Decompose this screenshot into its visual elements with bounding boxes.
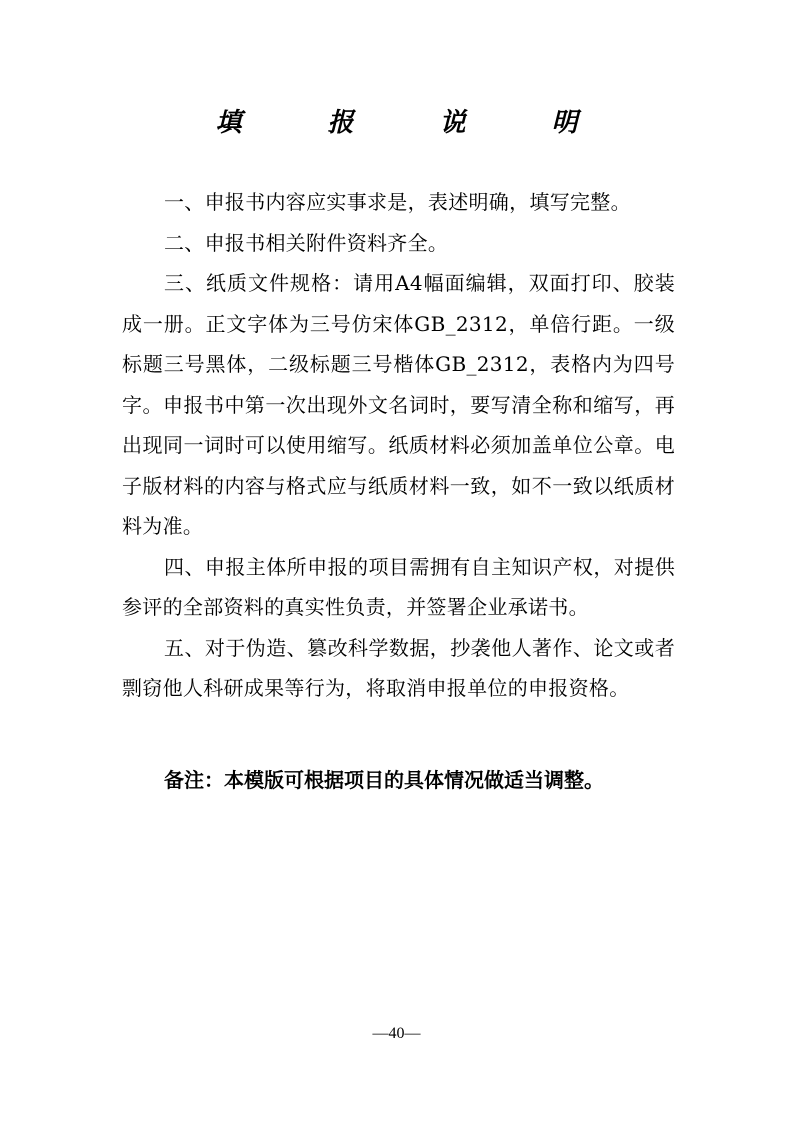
remark-note: 备注：本模版可根据项目的具体情况做适当调整。 [164,768,604,792]
instruction-paragraph-1: 一、申报书内容应实事求是，表述明确，填写完整。 [164,190,631,214]
instruction-paragraph-2: 二、申报书相关附件资料齐全。 [164,230,449,255]
page-title: 填 报 说 明 [215,108,608,138]
instruction-paragraph-3: 三、纸质文件规格：请用A4幅面编辑，双面打印、胶装成一册。正文字体为三号仿宋体GB_2312，单倍行距。一级标题三号黑体，二级标题三号楷体GB_2312，表格内为四号字。申报书中第一次出现外文名词时，要写清全称和缩写，再出现同一词时可以使用缩写。纸质材料必须加盖单位公章。电子版材料的内容与格式应与纸质材料一致，如不一致以纸质材料为准。 [122,271,675,538]
instructions-body [122,182,675,709]
page-number: —40— [372,1025,421,1042]
instruction-paragraph-5: 五、对于伪造、篡改科学数据，抄袭他人著作、论文或者剽窃他人科研成果等行为，将取消申报单位的申报资格。 [122,635,675,700]
instruction-paragraph-4: 四、申报主体所申报的项目需拥有自主知识产权，对提供参评的全部资料的真实性负责，并签署企业承诺书。 [122,554,675,619]
